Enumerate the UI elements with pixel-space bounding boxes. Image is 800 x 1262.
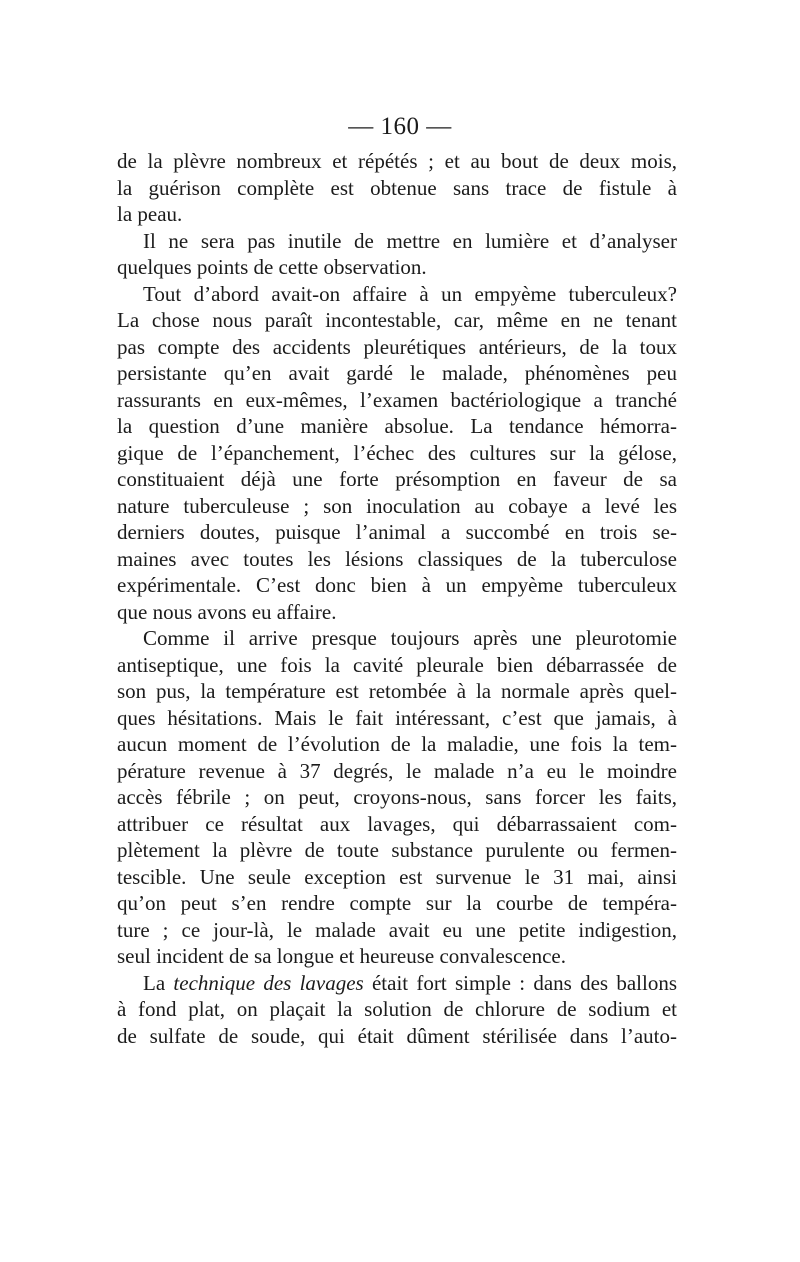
text-line: maines avec toutes les lésions classiques de la tuberculose [117,546,677,571]
text-line: qu’on peut s’en rendre compte sur la courbe de tempéra- [117,891,677,915]
text-line: La chose nous paraît incontestable, car, même en ne tenant [117,308,677,332]
page-number: — 160 — [348,113,452,140]
text-line: quelques points de cette observation. [117,255,427,279]
text-line: ques hésitations. Mais le fait intéressant, c’est que jamais, à [117,705,677,730]
text-line: rassurants en eux-mêmes, l’examen bactériologique a tranché [117,387,677,412]
text-line: gique de l’épanchement, l’échec des cultures sur la gélose, [117,440,677,465]
text-line: à fond plat, on plaçait la solution de chlorure de sodium et [117,997,677,1021]
text-line: pas compte des accidents pleurétiques antérieurs, de la toux [117,334,677,359]
text-line: la guérison complète est obtenue sans trace de fistule à [117,175,677,200]
text-line: plètement la plèvre de toute substance purulente ou fermen- [117,838,677,862]
text-line: derniers doutes, puisque l’animal a succombé en trois se- [117,520,677,544]
text-line: accès fébrile ; on peut, croyons-nous, sans forcer les faits, [117,785,677,809]
text-line: de la plèvre nombreux et répétés ; et au bout de deux mois, [117,149,677,173]
text-line: ture ; ce jour-là, le malade avait eu une petite indigestion, [117,917,677,942]
text-line: la question d’une manière absolue. La tendance hémorra- [117,414,677,438]
text-line [117,970,677,997]
text-segment: La [143,970,174,995]
text-line: de sulfate de soude, qui était dûment stérilisée dans l’auto- [117,1023,677,1048]
text-line: attribuer ce résultat aux lavages, qui débarrassaient com- [117,811,677,836]
body-text [117,148,677,1049]
text-line: son pus, la température est retombée à la normale après quel- [117,679,677,703]
text-line: expérimentale. C’est donc bien à un empyème tuberculeux [117,573,677,597]
text-line: persistante qu’en avait gardé le malade, phénomènes peu [117,361,677,385]
text-line: tescible. Une seule exception est survenue le 31 mai, ainsi [117,864,677,889]
text-line: seul incident de sa longue et heureuse convalescence. [117,944,566,968]
text-line: Comme il arrive presque toujours après une pleurotomie [143,626,677,650]
text-line: la peau. [117,202,183,226]
text-line: Tout d’abord avait-on affaire à un empyème tuberculeux? [143,281,677,306]
italic-phrase: technique des lavages [173,970,364,995]
text-line: que nous avons eu affaire. [117,599,337,624]
text-line: constituaient déjà une forte présomption en faveur de sa [117,467,677,491]
text-line: aucun moment de l’évolution de la maladie, une fois la tem- [117,732,677,756]
text-line: Il ne sera pas inutile de mettre en lumière et d’analyser [143,228,677,253]
text-line: nature tuberculeuse ; son inoculation au cobaye a levé les [117,493,677,518]
text-line: pérature revenue à 37 degrés, le malade n’a eu le moindre [117,758,677,783]
text-line: antiseptique, une fois la cavité pleurale bien débarrassée de [117,652,677,677]
text-segment: était fort simple : dans des ballons [363,970,677,995]
